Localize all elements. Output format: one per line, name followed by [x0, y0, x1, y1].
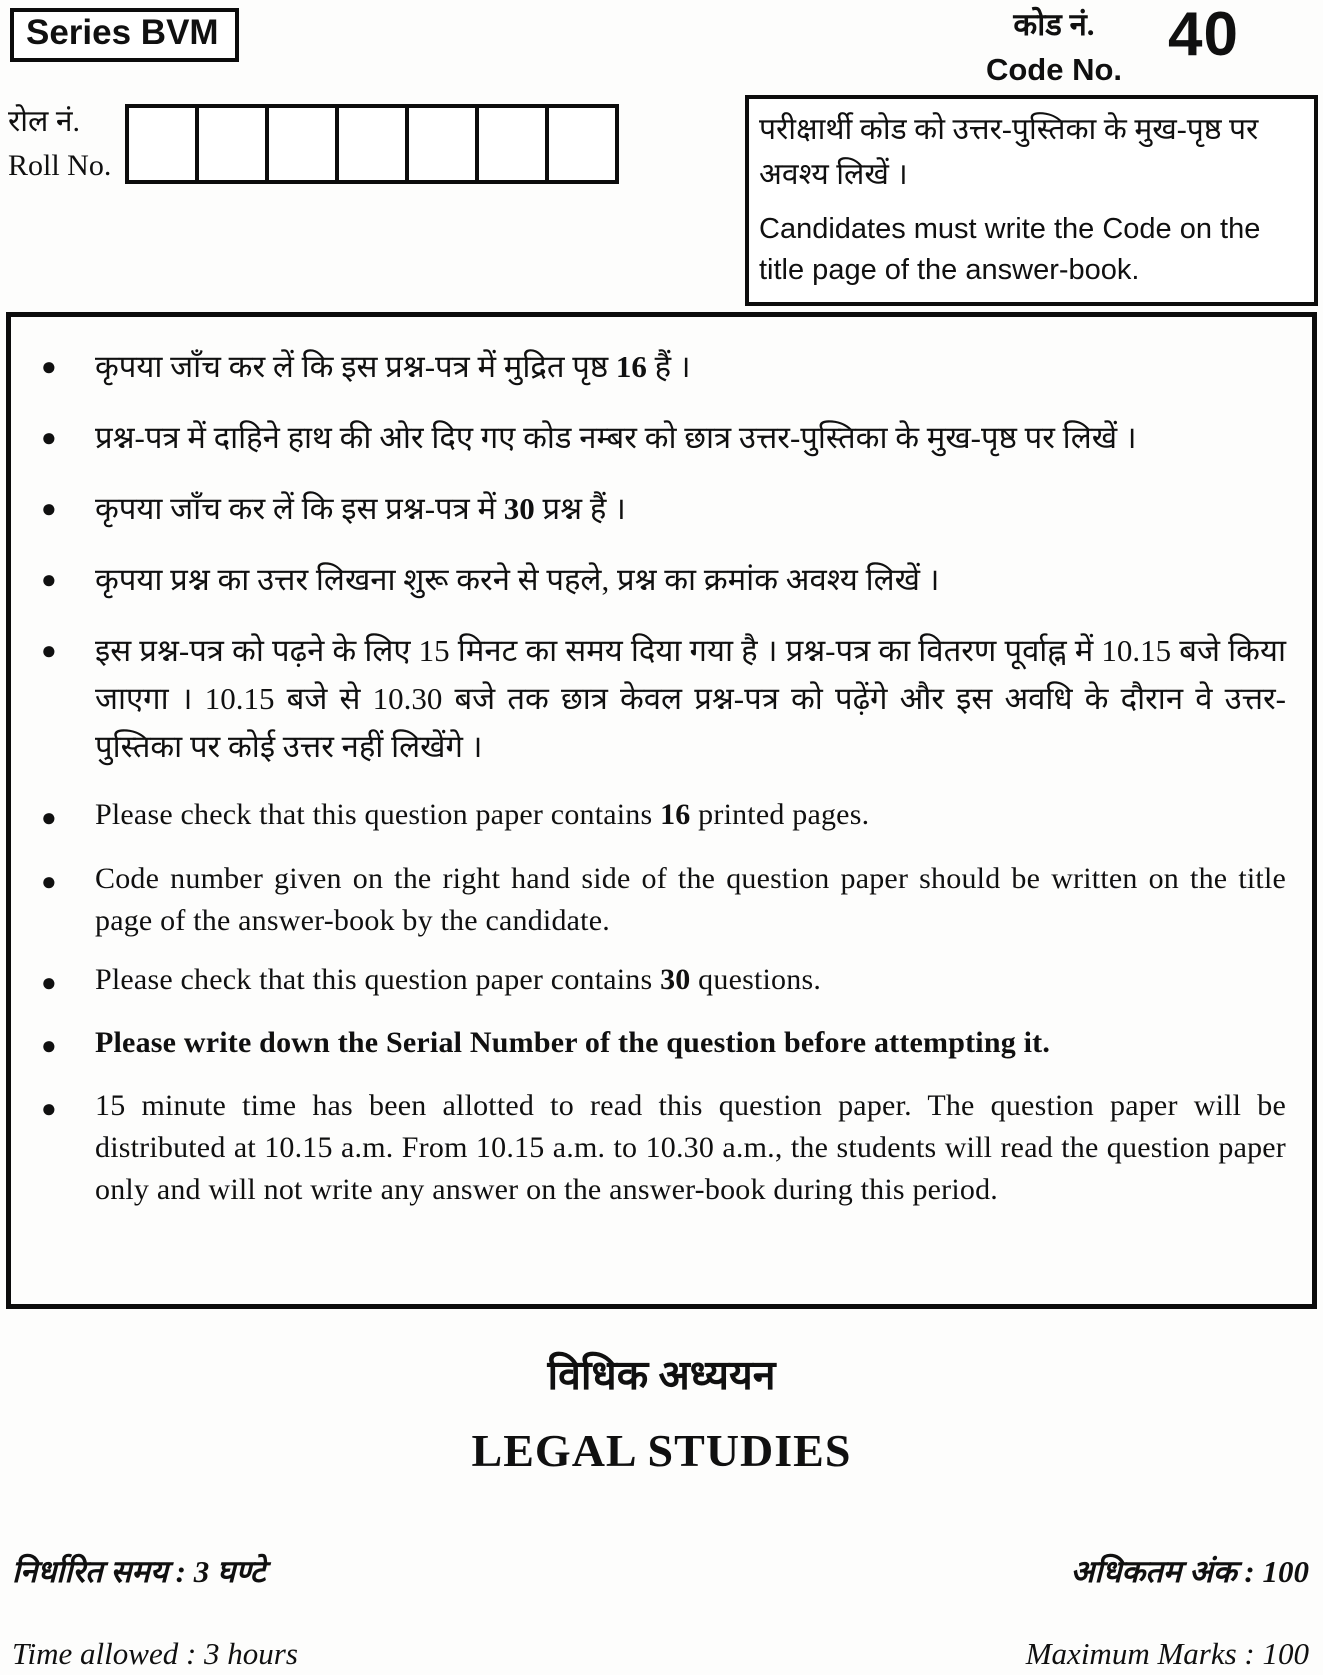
instruction-item: [41, 1085, 1286, 1211]
bullet-icon: ●: [41, 494, 57, 524]
instruction-text: कृपया जाँच कर लें कि इस प्रश्न-पत्र में मुद्रित पृष्ठ 16 हैं ।: [95, 349, 691, 384]
footer-row-hindi: [12, 1550, 1309, 1592]
instruction-item: [41, 794, 1286, 840]
bullet-icon: ●: [41, 967, 57, 997]
subject-title-hindi: विधिक अध्ययन: [547, 1352, 776, 1398]
roll-label-english: Roll No.: [8, 148, 112, 182]
instruction-item: [41, 959, 1286, 1005]
maximum-marks-hindi: अधिकतम अंक : 100: [1070, 1554, 1309, 1589]
instruction-text: Please check that this question paper contains 16 printed pages.: [95, 798, 870, 832]
instruction-item: [41, 414, 1286, 462]
instruction-text: Please check that this question paper contains 30 questions.: [95, 962, 822, 996]
instruction-text: प्रश्न-पत्र में दाहिने हाथ की ओर दिए गए कोड नम्बर को छात्र उत्तर-पुस्तिका के मुख-पृष्ठ पर लिखें ।: [95, 420, 1137, 456]
candidate-note-english: Candidates must write the Code on the title page of the answer-book.: [759, 213, 1261, 286]
candidate-note-box: [745, 95, 1318, 306]
instructions-box: [6, 312, 1317, 1309]
instruction-item: [41, 485, 1286, 533]
instruction-item: [41, 627, 1286, 771]
time-allowed-english: Time allowed : 3 hours: [12, 1636, 298, 1671]
roll-cell: [195, 108, 265, 180]
roll-cell: [129, 108, 195, 180]
bullet-icon: ●: [41, 1093, 57, 1123]
roll-cell: [265, 108, 335, 180]
bullet-icon: ●: [41, 423, 57, 453]
bullet-icon: ●: [41, 866, 57, 896]
code-label-hindi: कोड नं.: [1013, 7, 1095, 42]
instruction-text: Please write down the Serial Number of the question before attempting it.: [95, 1025, 1051, 1059]
roll-number-section: [8, 100, 619, 187]
code-number-value: 40: [1168, 0, 1239, 69]
candidate-note-hindi: परीक्षार्थी कोड को उत्तर-पुस्तिका के मुख-पृष्ठ पर अवश्य लिखें ।: [759, 113, 1259, 191]
instruction-text: इस प्रश्न-पत्र को पढ़ने के लिए 15 मिनट का समय दिया गया है । प्रश्न-पत्र का वितरण पूर्वाह्न में 10.15 बजे किया जाएगा । 10.15 बजे से 10.30 बजे तक छात्र केवल प्रश्न-पत्र को पढ़ेंगे और इस अवधि के दौरान वे उत्तर-पुस्तिका पर कोई उत्तर नहीं लिखेंगे ।: [95, 633, 1286, 765]
roll-cells: [125, 104, 619, 184]
time-allowed-hindi: निर्धारित समय : 3 घण्टे: [12, 1554, 266, 1589]
code-number-block: [985, 0, 1239, 88]
instruction-item: [41, 343, 1286, 391]
instruction-text: कृपया प्रश्न का उत्तर लिखना शुरू करने से पहले, प्रश्न का क्रमांक अवश्य लिखें ।: [95, 562, 940, 598]
series-label: Series BVM: [10, 8, 239, 62]
subject-title-english: LEGAL STUDIES: [471, 1425, 852, 1476]
bullet-icon: ●: [41, 352, 57, 381]
bullet-icon: ●: [41, 565, 57, 595]
roll-label-hindi: रोल नं.: [8, 105, 81, 138]
maximum-marks-english: Maximum Marks : 100: [1025, 1636, 1309, 1671]
code-label-english: Code No.: [985, 52, 1123, 88]
bullet-icon: ●: [41, 636, 57, 666]
instruction-item: [41, 556, 1286, 604]
bullet-icon: ●: [41, 803, 57, 833]
code-labels: [986, 6, 1122, 88]
instruction-item: [41, 1022, 1286, 1068]
footer-row-english: [12, 1636, 1309, 1672]
instruction-text: कृपया जाँच कर लें कि इस प्रश्न-पत्र में 30 प्रश्न हैं ।: [95, 491, 626, 527]
instruction-text: 15 minute time has been allotted to read this question paper. The question paper will be distributed at 10.15 a.m. From 10.15 a.m. to 10.30 a.m., the students will read the question paper only and will not write any answer on the answer-book during this period.: [95, 1088, 1286, 1206]
roll-number-labels: [8, 100, 111, 187]
instructions-list: [41, 343, 1286, 1211]
instruction-item: [41, 858, 1286, 942]
bullet-icon: ●: [41, 1030, 57, 1060]
roll-cell: [335, 108, 405, 180]
roll-cell: [545, 108, 615, 180]
instruction-text: Code number given on the right hand side of the question paper should be written on the title page of the answer-book by the candidate.: [95, 861, 1286, 937]
roll-cell: [475, 108, 545, 180]
roll-cell: [405, 108, 475, 180]
